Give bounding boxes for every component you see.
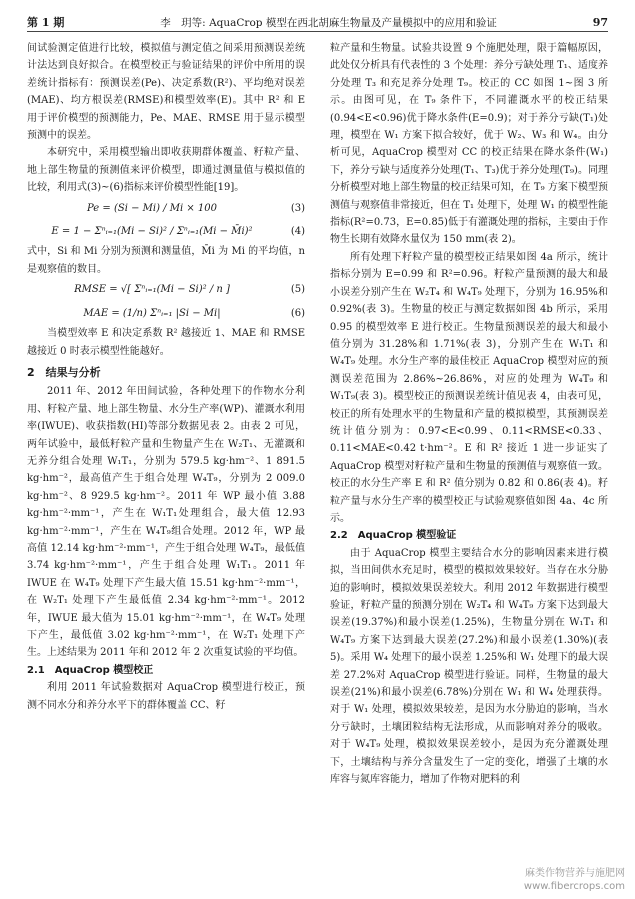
equation-body: Pe = (Si − Mi) / Mi × 100	[87, 202, 217, 214]
equation-number: (6)	[290, 307, 305, 319]
equation-number: (4)	[290, 226, 305, 238]
watermark	[524, 867, 625, 893]
subsection-heading: 2.2 AquaCrop 模型验证	[330, 530, 457, 542]
equation-body: MAE = (1/n) Σⁿᵢ₌₁ |Si − Mi|	[83, 307, 221, 319]
subsection-heading: 2.1 AquaCrop 模型校正	[27, 664, 154, 676]
equation-5	[27, 278, 305, 301]
running-title: 李 玥等: AquaCrop 模型在西北胡麻生物量及产量模拟中的应用和验证	[160, 16, 497, 29]
equation-4	[27, 220, 305, 243]
paragraph: 式中，Si 和 Mi 分别为预测和测量值，M̄i 为 Mi 的平均值，n 是观察值的数目。	[27, 246, 305, 275]
page-number: 97	[592, 15, 608, 29]
right-column	[330, 40, 608, 788]
running-header	[27, 13, 608, 32]
watermark-url: www.fibercrops.com	[523, 881, 625, 892]
watermark-name: 麻类作物营养与施肥网	[525, 868, 625, 879]
equation-number: (5)	[290, 284, 305, 296]
paragraph: 所有处理下籽粒产量的模型校正结果如图 4a 所示，统计指标分别为 E=0.99 和 R²=0.96。籽粒产量预测的最大和最小误差分别产生在 W₂T₄ 和 W₄T₉ 处理下，分别为 16.95%和 0.92%(表 3)。生物量的校正与测定数据如图 4b 所示，采用 0.95 的模型效率 E 进行校正。生物量预测误差的最大和最小值分别为 31.28%和 1.71%(表 3)，分别产生在 W₁T₁ 和 W₄T₉ 处理。水分生产率的最佳校正 AquaCrop 模型对应的预测误差范围为 2.86%~26.86%，对应的处理为 W₄T₉ 和 W₁T₉(表 3)。模型校正的预测误差统计值见表 4，由表可见，校正的所有处理水平的生物量和产量的模拟模型，其预测误差统计值分别为：0.97<E<0.99、0.11<RMSE<0.33、0.11<MAE<0.42 t·hm⁻²。E 和 R² 接近 1 进一步证实了 AquaCrop 模型对籽粒产量和生物量的预测值与观察值一致。校正的水分生产率 E 和 R² 值分别为 0.82 和 0.86(表 4)。籽粒产量与水分生产率的模型校正与试验观察值如图 4a、4c 所示。	[330, 251, 608, 524]
equation-body: RMSE = √[ Σⁿᵢ₌₁(Mi − Si)² / n ]	[74, 284, 230, 296]
paragraph: 2011 年、2012 年田间试验，各种处理下的作物水分利用、籽粒产量、地上部生物量、水分生产率(WP)、灌溉水利用率(IWUE)、收获指数(HI)等部分数据见表 2。由表 2 可见，两年试验中，最低籽粒产量和生物量产生在 W₂T₁、无灌溉和无养分组合处理 W₁T₁，分别为 579.5 kg·hm⁻²、1 891.5 kg·hm⁻²，最高值产生于组合处理 W₄T₉，分别为 2 009.0 kg·hm⁻²、8 929.5 kg·hm⁻²。2011 年 WP 最小值 3.88 kg·hm⁻²·mm⁻¹，产生在 W₁T₁处理组合，最大值 12.93 kg·hm⁻²·mm⁻¹，产生在 W₄T₉组合处理。2012 年，WP 最高值 12.14 kg·hm⁻²·mm⁻¹，产生于组合处理 W₄T₉，最低值 3.74 kg·hm⁻²·mm⁻¹，产生于组合处理 W₁T₁。2011 年 IWUE 在 W₄T₉ 处理下产生最大值 15.51 kg·hm⁻²·mm⁻¹，在 W₂T₁ 处理下产生最低值 2.34 kg·hm⁻²·mm⁻¹。2012 年，IWUE 最大值为 15.01 kg·hm⁻²·mm⁻¹，在 W₄T₉ 处理下产生，最低值 3.02 kg·hm⁻²·mm⁻¹，在 W₂T₁ 处理下产生。上述结果为 2011 年和 2012 年 2 次重复试验的平均值。	[27, 386, 305, 659]
paragraph: 由于 AquaCrop 模型主要结合水分的影响因素来进行模拟，当田间供水充足时，模型的模拟效果较好。当存在水分胁迫的影响时，模拟效果误差较大。利用 2012 年数据进行模型验证，籽粒产量的预测分别在 W₂T₄ 和 W₄T₉ 方案下达到最大误差(19.37%)和最小误差(1.25%)，生物量分别在 W₁T₁ 和 W₄T₉ 方案下达到最大误差(27.2%)和最小误差(1.30%)(表 5)。采用 W₄ 处理下的最小误差 1.25%和 W₁ 处理下的最大误差 27.2%对 AquaCrop 模型进行验证。同样，生物量的最大误差(21%)和最小误差(6.78%)分别在 W₁ 和 W₄ 处理获得。对于 W₁ 处理，模拟效果较差，是因为水分胁迫的影响，当水分亏缺时，土壤团粒结构无法形成，从而影响对养分的吸收。对于 W₄T₉ 处理，模拟效果误差较小，是因为充分灌溉处理下，土壤结构与养分含量发生了一定的变化，增强了土壤的水库容与氮库容能力，增加了作物对肥料的利	[330, 547, 608, 786]
paragraph: 粒产量和生物量。试验共设置 9 个施肥处理，限于篇幅原因，此处仅分析具有代表性的 3 个处理：养分亏缺处理 T₁、适度养分处理 T₃ 和充足养分处理 T₉。校正的 CC 如图 1~图 3 所示。由图可见，在 T₉ 条件下，不同灌溉水平的校正结果(0.94<E<0.96)优于降水条件(E=0.9)；对于养分亏缺(T₁)处理，模型在 W₁ 方案下拟合较好，优于 W₂、W₃ 和 W₄。由分析可见，AquaCrop 模型对 CC 的校正结果在降水条件(W₁)下，养分亏缺与适度养分处理(T₁、T₃)优于养分处理(T₉)。同理分析模型对地上部生物量的校正结果可知，在 T₉ 方案下模型预测值与观察值非常接近，但在 T₁ 处理下，处理 W₁ 的模型性能指标(R²=0.73，E=0.85)低于有灌溉处理的指标，主要由于作物生长期有效降水量仅为 150 mm(表 2)。	[330, 43, 608, 246]
issue-number: 第 1 期	[27, 16, 65, 29]
equation-body: E = 1 − Σⁿᵢ₌₁(Mi − Si)² / Σⁿᵢ₌₁(Mi − M̄i)²	[51, 226, 253, 238]
paragraph: 当模型效率 E 和决定系数 R² 越接近 1、MAE 和 RMSE 越接近 0 时表示模型性能越好。	[27, 328, 305, 357]
equation-6	[27, 302, 305, 325]
left-column	[27, 40, 305, 714]
paragraph: 本研究中，采用模型输出即收获期群体覆盖、籽粒产量、地上部生物量的预测值来评价模型，即通过测量值与模拟值的比较，利用式(3)~(6)指标来评价模型性能[19]。	[27, 147, 305, 194]
paragraph: 利用 2011 年试验数据对 AquaCrop 模型进行校正，预测不同水分和养分水平下的群体覆盖 CC、籽	[27, 682, 305, 711]
paragraph: 间试验测定值进行比较，模拟值与测定值之间采用预测误差统计法达到良好拟合。在模型校正与验证结果的评价中所用的误差统计指标有：预测误差(Pe)、决定系数(R²)、平均绝对误差(MAE)、均方根误差(RMSE)和模型效率(E)。其中 R² 和 E 用于评价模型的预测能力，Pe、MAE、RMSE 用于显示模型预测中的误差。	[27, 43, 305, 142]
equation-3	[27, 197, 305, 220]
equation-number: (3)	[290, 202, 305, 214]
section-heading: 2 结果与分析	[27, 365, 101, 379]
